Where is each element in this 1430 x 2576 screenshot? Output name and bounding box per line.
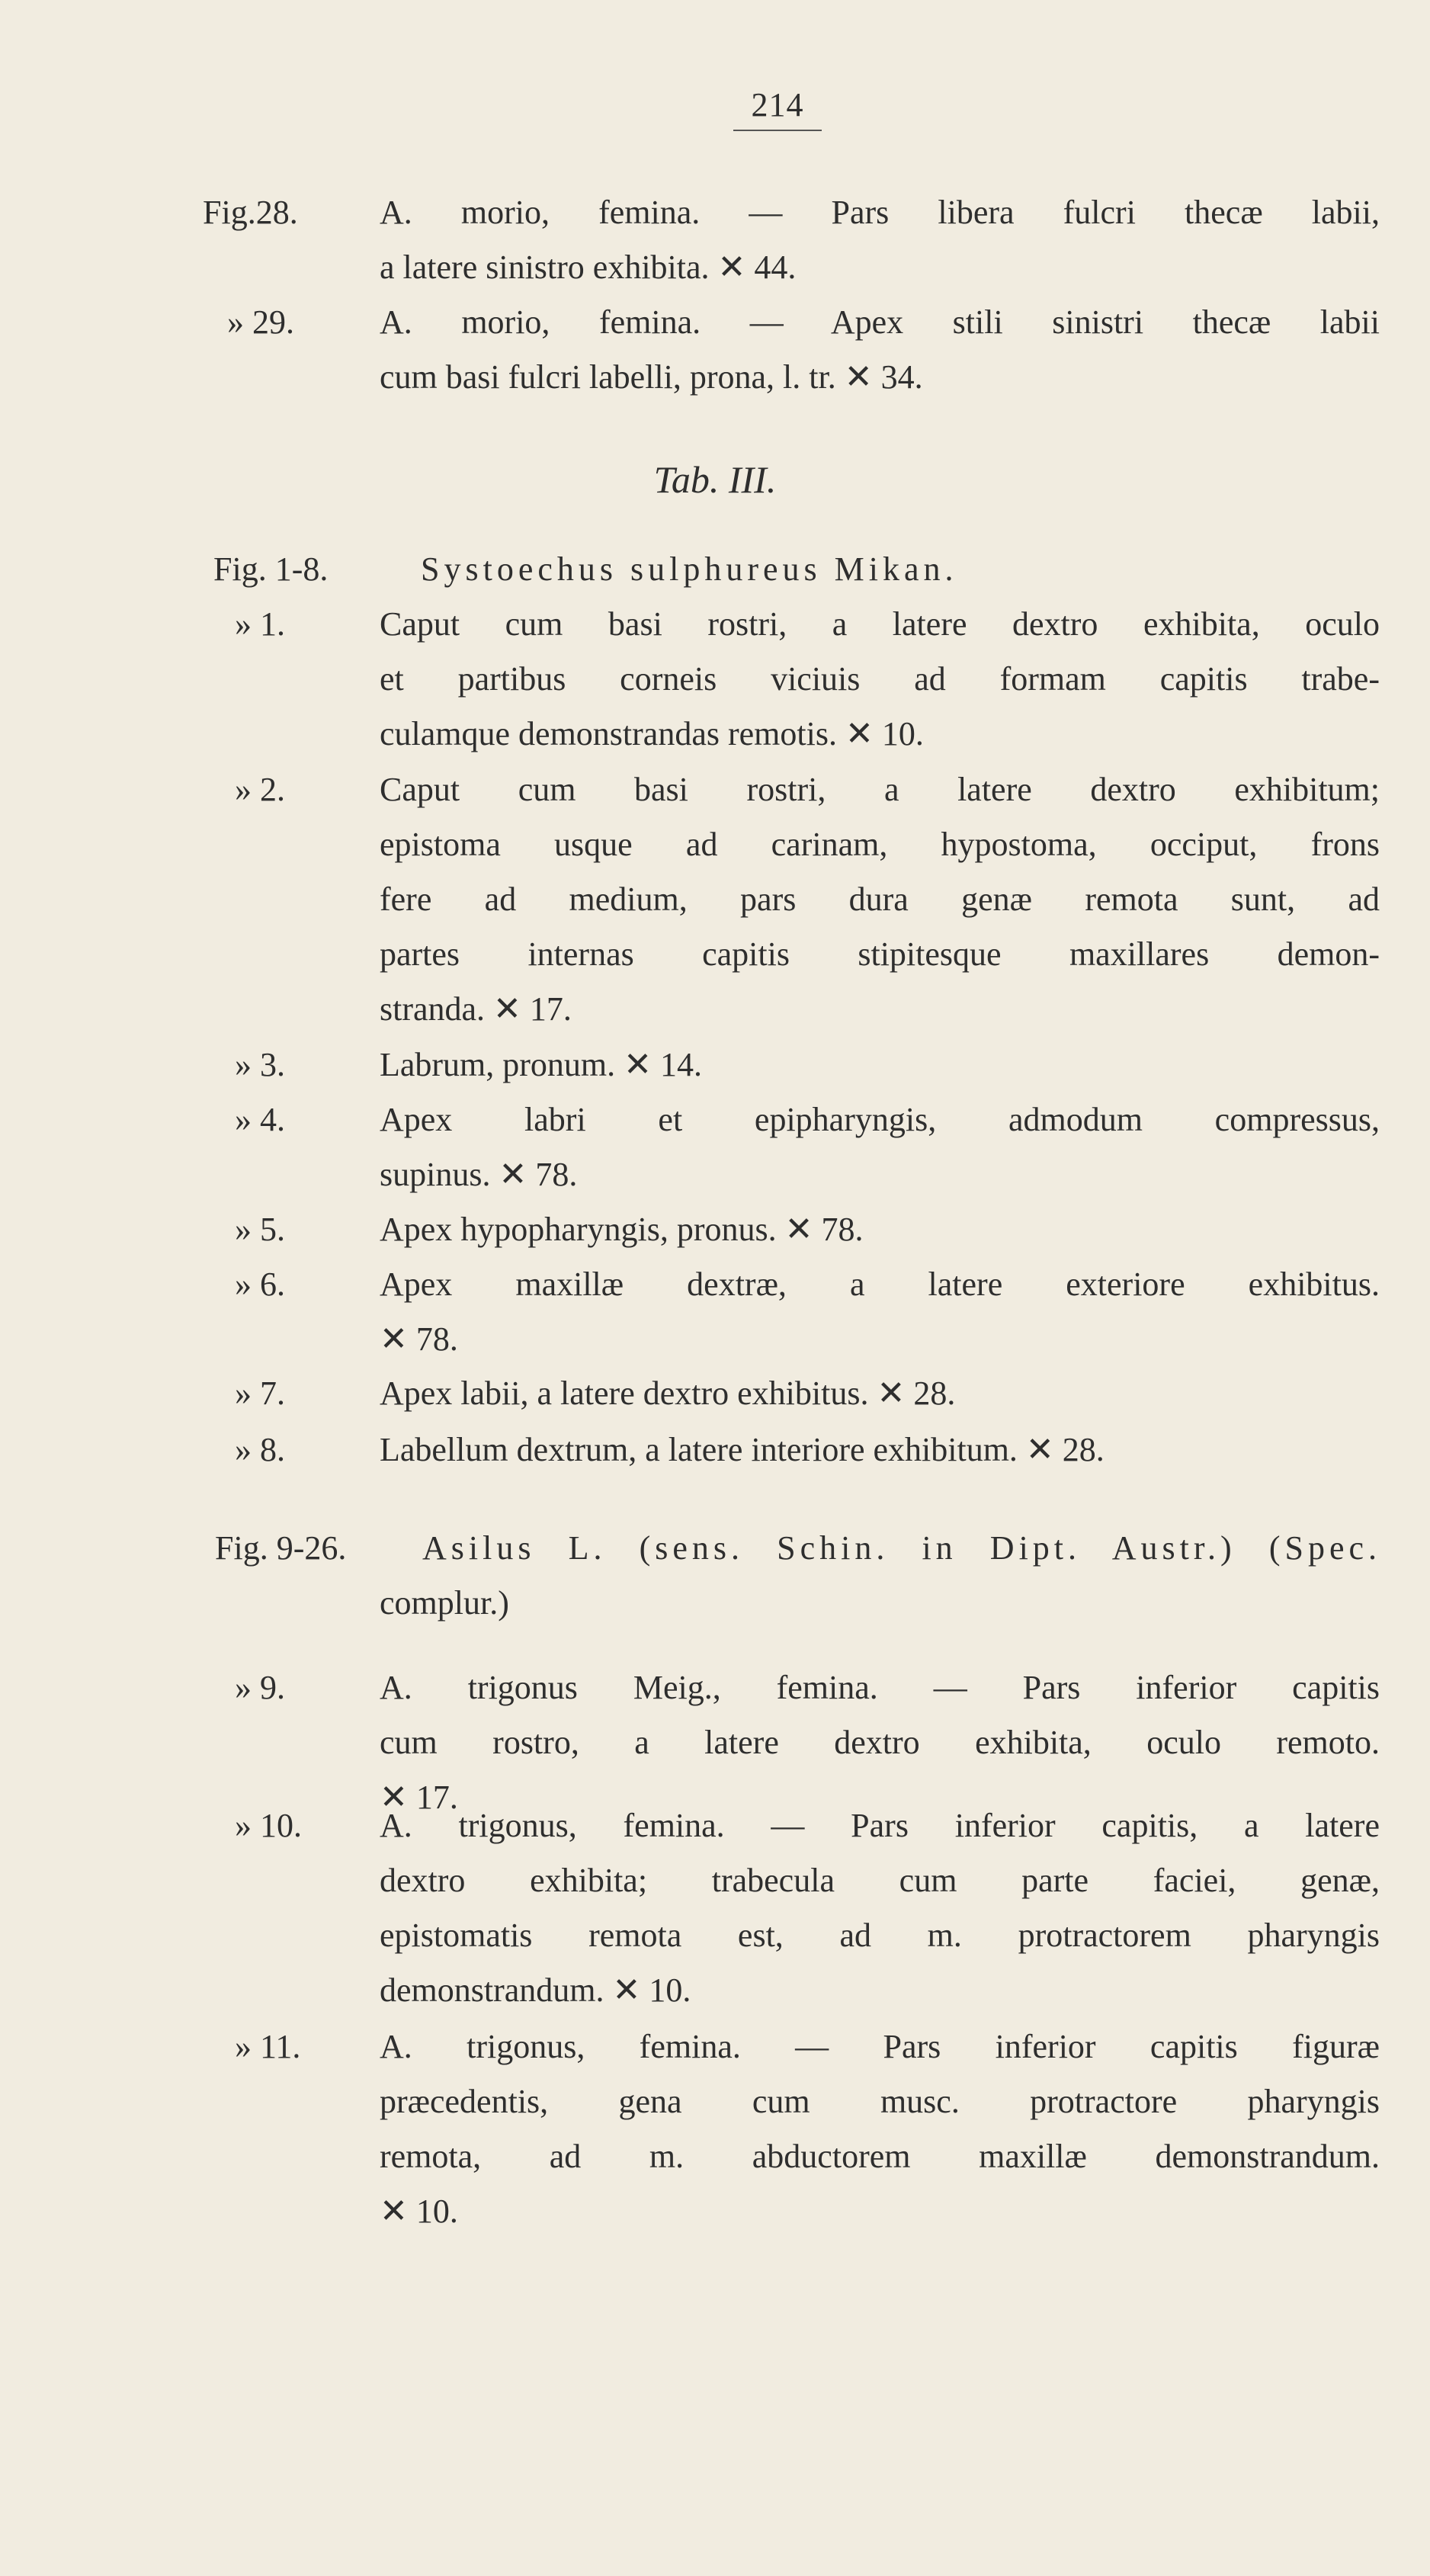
figure-number: » 8. (235, 1431, 285, 1468)
caption-line: Apex labri et epipharyngis, admodum compressus, (380, 1101, 1380, 1138)
caption-line: epistomatis remota est, ad m. protractorem pharyngis (380, 1917, 1380, 1954)
figure-number: » 1. (235, 605, 285, 643)
caption-line: Apex maxillæ dextræ, a latere exteriore exhibitus. (380, 1266, 1380, 1303)
figure-number: » 4. (235, 1101, 285, 1138)
caption-line: supinus. ✕ 78. (380, 1156, 578, 1193)
figure-number: Fig.28. (203, 194, 298, 231)
caption-line: dextro exhibita; trabecula cum parte faciei, genæ, (380, 1862, 1380, 1899)
caption-line: Labellum dextrum, a latere interiore exhibitum. ✕ 28. (380, 1431, 1105, 1468)
caption-line: a latere sinistro exhibita. ✕ 44. (380, 249, 797, 286)
species-heading: Systoechus sulphureus Mikan. (421, 550, 958, 588)
caption-line: A. trigonus Meig., femina. — Pars inferior capitis (380, 1669, 1380, 1706)
plate-heading: Tab. III. (653, 458, 777, 501)
caption-line: fere ad medium, pars dura genæ remota sunt, ad (380, 881, 1380, 918)
figure-number: » 29. (227, 303, 294, 341)
caption-line: stranda. ✕ 17. (380, 990, 572, 1028)
caption-line: Apex hypopharyngis, pronus. ✕ 78. (380, 1211, 864, 1248)
caption-line: ✕ 10. (380, 2193, 458, 2230)
figure-number: Fig. 9-26. (215, 1529, 347, 1567)
caption-line: remota, ad m. abductorem maxillæ demonstrandum. (380, 2138, 1380, 2175)
caption-line: A. trigonus, femina. — Pars inferior capitis figuræ (380, 2028, 1380, 2065)
figure-number: » 6. (235, 1266, 285, 1303)
caption-line: Apex labii, a latere dextro exhibitus. ✕ 28. (380, 1375, 956, 1412)
caption-line: cum rostro, a latere dextro exhibita, oculo remoto. (380, 1724, 1380, 1761)
caption-line: ✕ 17. (380, 1779, 458, 1816)
caption-line: A. morio, femina. — Apex stili sinistri thecæ labii (380, 303, 1380, 341)
caption-line: partes internas capitis stipitesque maxillares demon- (380, 935, 1380, 973)
caption-line: complur.) (380, 1584, 509, 1622)
caption-line: Caput cum basi rostri, a latere dextro exhibita, oculo (380, 605, 1380, 643)
caption-line: præcedentis, gena cum musc. protractore pharyngis (380, 2083, 1380, 2120)
caption-line: culamque demonstrandas remotis. ✕ 10. (380, 715, 924, 752)
figure-number: » 9. (235, 1669, 285, 1706)
figure-number: Fig. 1-8. (213, 550, 329, 588)
caption-line: epistoma usque ad carinam, hypostoma, occiput, frons (380, 826, 1380, 863)
caption-line: demonstrandum. ✕ 10. (380, 1971, 691, 2009)
caption-line: Caput cum basi rostri, a latere dextro exhibitum; (380, 771, 1380, 808)
figure-number: » 5. (235, 1211, 285, 1248)
genus-heading: Asilus L. (sens. Schin. in Dipt. Austr.) (Spec. (422, 1529, 1381, 1567)
caption-line: et partibus corneis viciuis ad formam capitis trabe- (380, 660, 1380, 698)
caption-line: A. morio, femina. — Pars libera fulcri thecæ labii, (380, 194, 1380, 231)
caption-line: cum basi fulcri labelli, prona, l. tr. ✕ 34. (380, 358, 923, 396)
figure-number: » 3. (235, 1046, 285, 1083)
page-number-underline (733, 130, 822, 131)
caption-line: ✕ 78. (380, 1320, 458, 1358)
caption-line: Labrum, pronum. ✕ 14. (380, 1046, 703, 1083)
figure-number: » 10. (235, 1807, 302, 1844)
figure-number: » 11. (235, 2028, 301, 2065)
figure-number: » 7. (235, 1375, 285, 1412)
figure-number: » 2. (235, 771, 285, 808)
page-number: 214 (751, 86, 804, 124)
caption-line: A. trigonus, femina. — Pars inferior capitis, a latere (380, 1807, 1380, 1844)
